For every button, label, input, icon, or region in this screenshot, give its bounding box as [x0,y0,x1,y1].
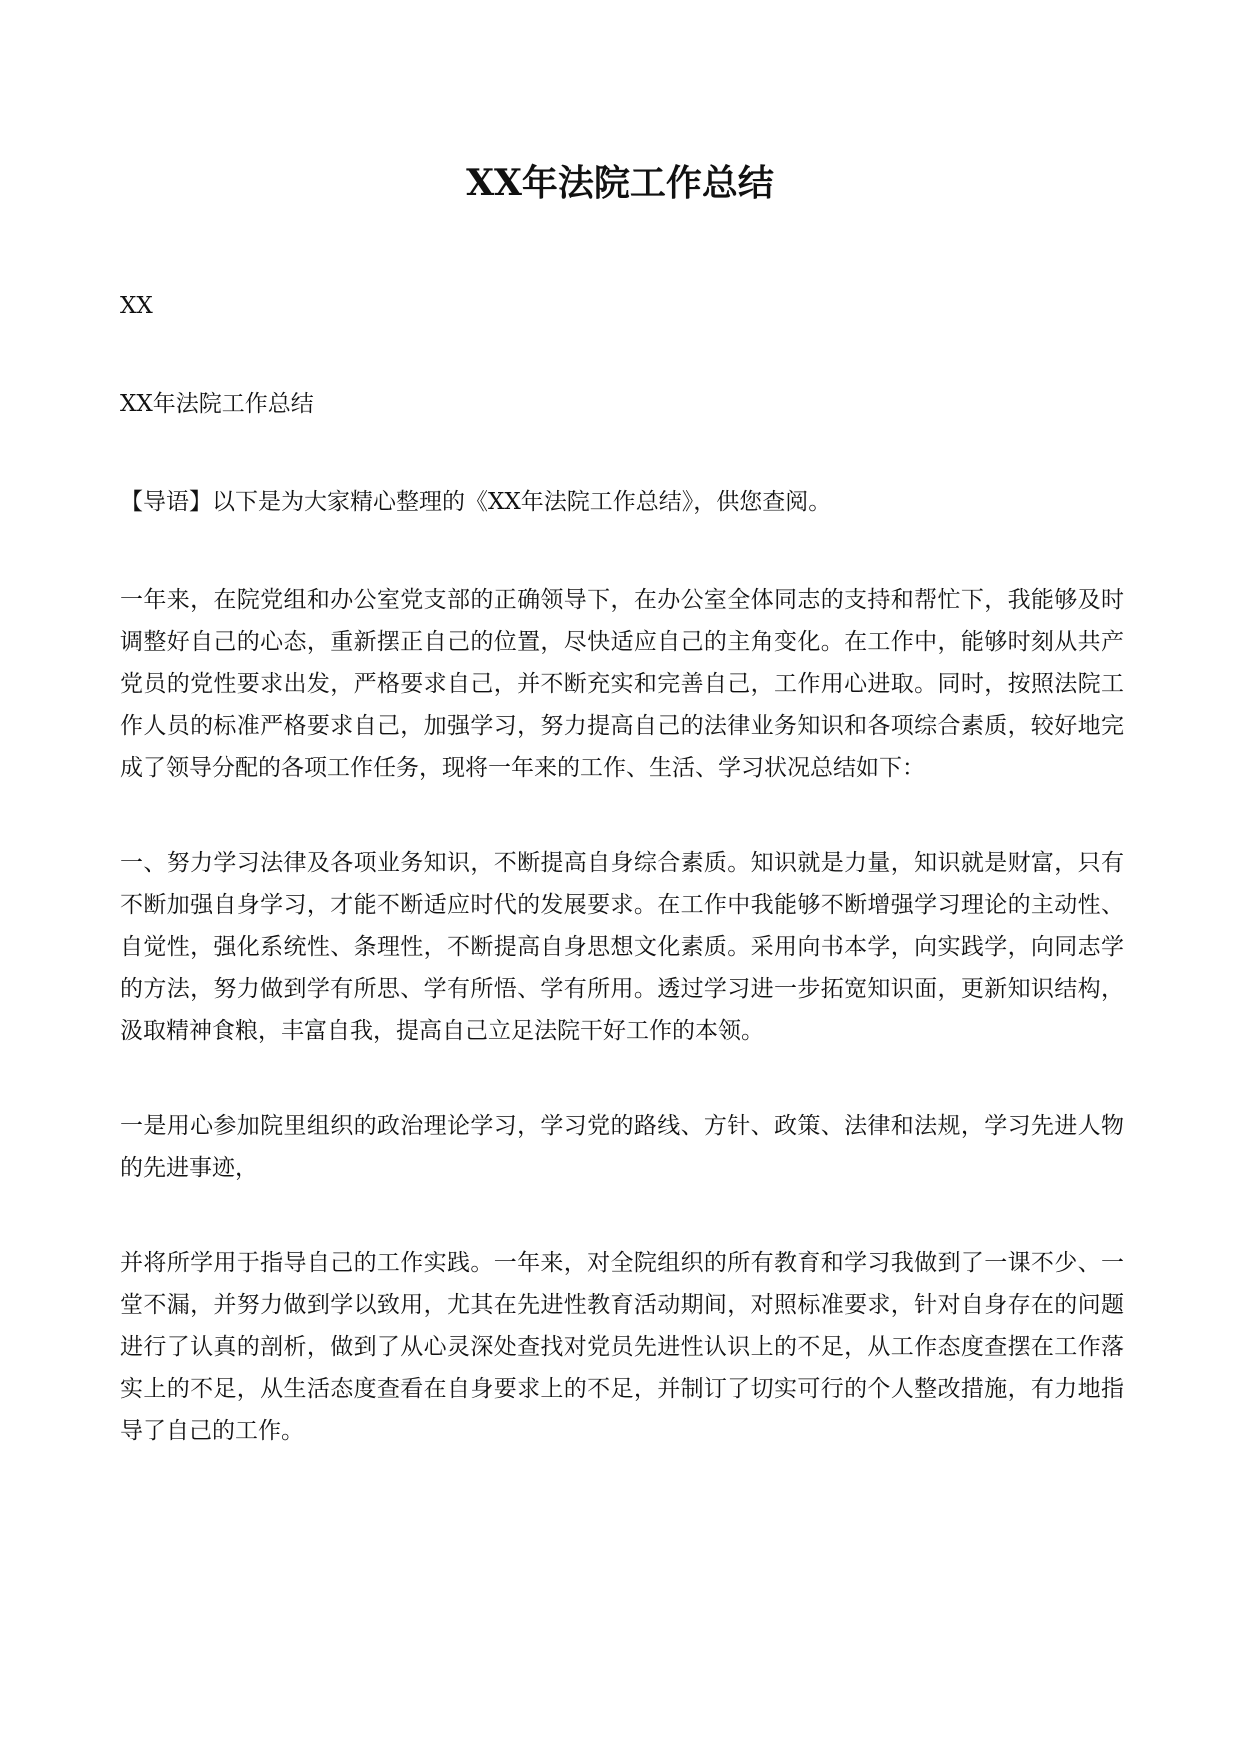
body-paragraph-4: 并将所学用于指导自己的工作实践。一年来，对全院组织的所有教育和学习我做到了一课不少、一堂不漏，并努力做到学以致用，尤其在先进性教育活动期间，对照标准要求，针对自身存在的问题进行了认真的剖析，做到了从心灵深处查找对党员先进性认识上的不足，从工作态度查摆在工作落实上的不足，从生活态度查看在自身要求上的不足，并制订了切实可行的个人整改措施，有力地指导了自己的工作。 [120,1250,1124,1444]
document-title: XX年法院工作总结 [466,162,774,204]
body-paragraph-1: 一年来，在院党组和办公室党支部的正确领导下，在办公室全体同志的支持和帮忙下，我能够及时调整好自己的心态，重新摆正自己的位置，尽快适应自己的主角变化。在工作中，能够时刻从共产党员的党性要求出发，严格要求自己，并不断充实和完善自己，工作用心进取。同时，按照法院工作人员的标准严格要求自己，加强学习，努力提高自己的法律业务知识和各项综合素质，较好地完成了领导分配的各项工作任务，现将一年来的工作、生活、学习状况总结如下： [120,587,1124,781]
subtitle-line: XX年法院工作总结 [120,391,314,417]
body-paragraph-2: 一、努力学习法律及各项业务知识，不断提高自身综合素质。知识就是力量，知识就是财富，只有不断加强自身学习，才能不断适应时代的发展要求。在工作中我能够不断增强学习理论的主动性、自觉性，强化系统性、条理性，不断提高自身思想文化素质。采用向书本学，向实践学，向同志学的方法，努力做到学有所思、学有所悟、学有所用。透过学习进一步拓宽知识面，更新知识结构，汲取精神食粮，丰富自我，提高自己立足法院干好工作的本领。 [120,850,1124,1044]
body-paragraph-3: 一是用心参加院里组织的政治理论学习，学习党的路线、方针、政策、法律和法规，学习先进人物的先进事迹， [120,1113,1124,1181]
author-line: XX [120,293,153,319]
intro-paragraph: 【导语】以下是为大家精心整理的《XX年法院工作总结》，供您查阅。 [120,489,832,515]
document-body [120,285,1124,1505]
